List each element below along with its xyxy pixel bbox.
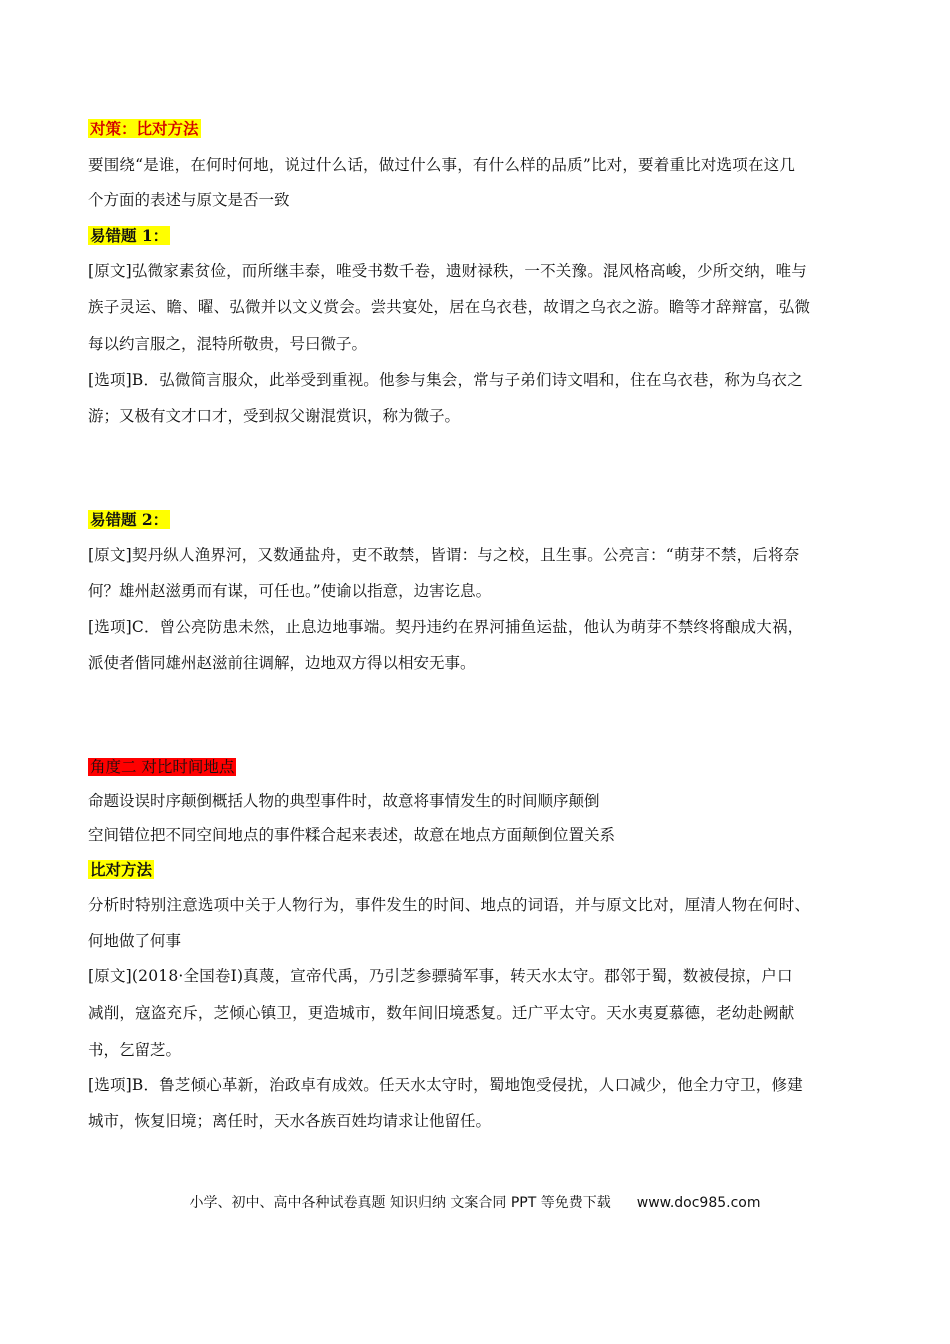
section2-original-line3: 书，乞留芝。 <box>88 1041 182 1059</box>
section2-heading: 角度二 对比时间地点 <box>90 758 235 776</box>
section2-original-line1: [原文](2018·全国卷Ⅰ)真蔑，宣帝代禹，乃引芝参骠骑军事，转天水太守。郡邻于蜀，数被侵掠，户口 <box>88 967 793 985</box>
q2-original-line1: [原文]契丹纵人渔界河，又数通盐舟，吏不敢禁，皆谓：与之校，且生事。公亮言：“萌芽不禁，后将奈 <box>88 546 800 564</box>
method-line1: 分析时特别注意选项中关于人物行为，事件发生的时间、地点的词语，并与原文比对，厘清人物在何时、 <box>88 896 811 914</box>
q1-label: 易错题 1： <box>90 226 169 245</box>
q1-option-line1: [选项]B．弘微简言服众，此举受到重视。他参与集会，常与子弟们诗文唱和，住在乌衣巷，称为乌衣之 <box>88 371 803 389</box>
section2-line1: 命题设误时序颠倒概括人物的典型事件时，故意将事情发生的时间顺序颠倒 <box>88 792 600 810</box>
q1-label-line <box>88 226 170 246</box>
section2-line2: 空间错位把不同空间地点的事件糅合起来表述，故意在地点方面颠倒位置关系 <box>88 826 616 844</box>
section1-heading-line <box>88 119 201 139</box>
q2-label: 易错题 2： <box>90 510 169 529</box>
method-label-line <box>88 860 154 880</box>
section1-intro-line2: 个方面的表述与原文是否一致 <box>88 191 290 209</box>
section2-original-line2: 减削，寇盗充斥，芝倾心镇卫，更造城市，数年间旧境悉复。迁广平太守。天水夷夏慕德，老幼赴阙献 <box>88 1004 795 1022</box>
q1-option-line2: 游；又极有文才口才，受到叔父谢混赏识，称为微子。 <box>88 407 461 425</box>
footer-text: 小学、初中、高中各种试卷真题 知识归纳 文案合同 PPT 等免费下载 <box>189 1195 611 1211</box>
section2-option-line1: [选项]B．鲁芝倾心革新，治政卓有成效。任天水太守时，蜀地饱受侵扰，人口减少，他全力守卫，修建 <box>88 1076 803 1094</box>
q1-original-line1: [原文]弘微家素贫俭，而所继丰泰，唯受书数千卷，遗财禄秩，一不关豫。混风格高峻，少所交纳，唯与 <box>88 262 807 280</box>
q2-label-line <box>88 510 170 530</box>
q2-option-line2: 派使者偕同雄州赵滋前往调解，边地双方得以相安无事。 <box>88 654 476 672</box>
method-line2: 何地做了何事 <box>88 932 182 950</box>
q2-original-line2: 何？雄州赵滋勇而有谋，可任也。”使谕以指意，边害讫息。 <box>88 582 492 600</box>
method-label: 比对方法 <box>90 860 153 879</box>
section1-heading: 对策：比对方法 <box>90 119 199 138</box>
section1-intro-line1: 要围绕“是谁，在何时何地，说过什么话，做过什么事，有什么样的品质”比对，要着重比对选项在这几 <box>88 156 796 174</box>
section2-option-line2: 城市，恢复旧境；离任时，天水各族百姓均请求让他留任。 <box>88 1112 492 1130</box>
footer-url[interactable]: www.doc985.com <box>636 1195 761 1211</box>
q1-original-line3: 每以约言服之，混特所敬贵，号曰微子。 <box>88 335 368 353</box>
q1-original-line2: 族子灵运、瞻、曜、弘微并以文义赏会。尝共宴处，居在乌衣巷，故谓之乌衣之游。瞻等才辞辩富，弘微 <box>88 298 811 316</box>
section2-heading-line <box>88 757 236 777</box>
q2-option-line1: [选项]C．曾公亮防患未然，止息边地事端。契丹违约在界河捕鱼运盐，他认为萌芽不禁终将酿成大祸， <box>88 618 804 636</box>
page-footer <box>0 1192 950 1212</box>
